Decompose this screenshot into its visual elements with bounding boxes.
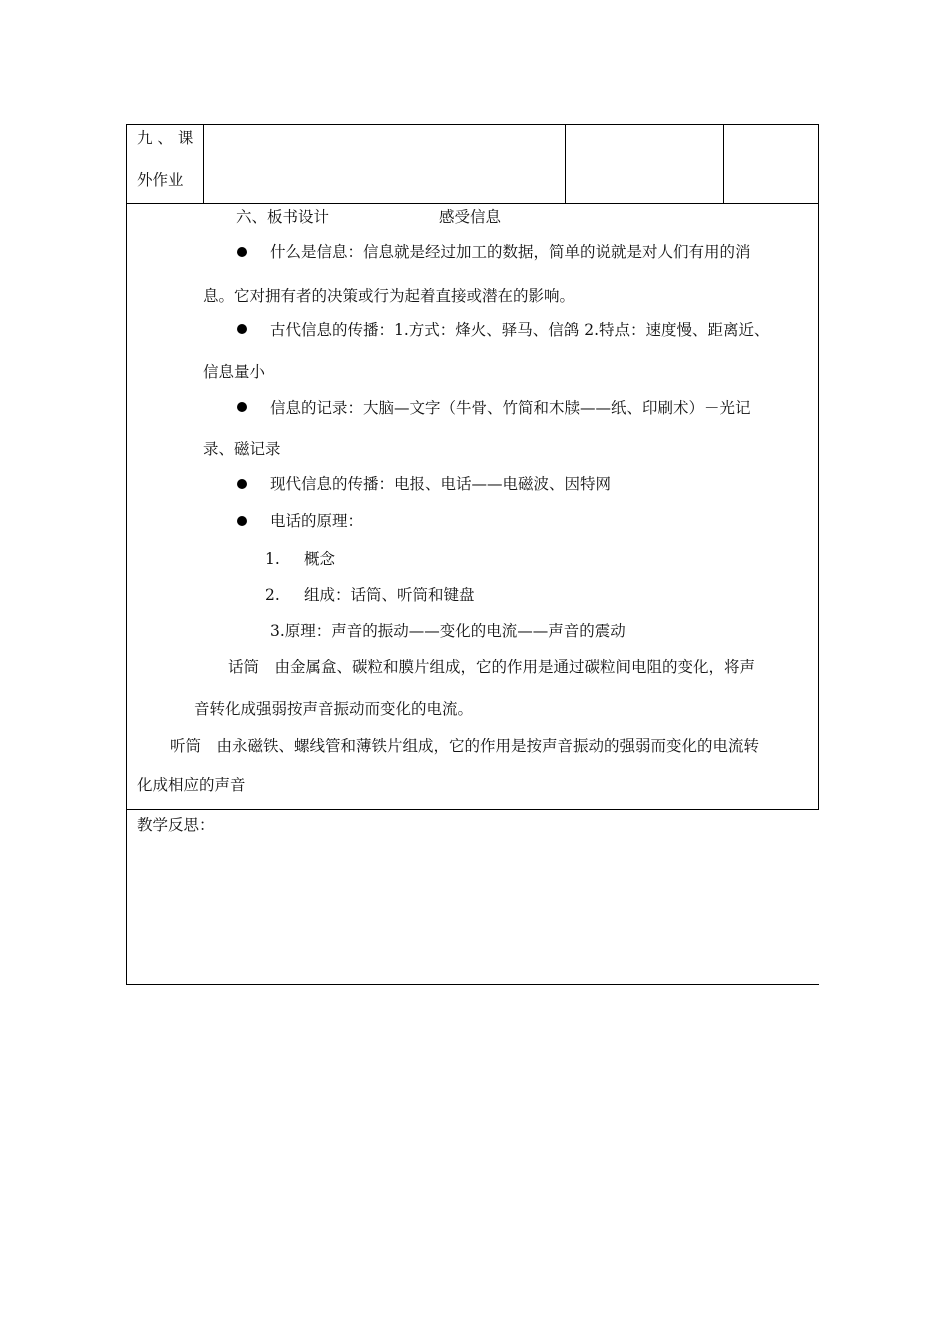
numbered-item-1-text: 概念 (304, 550, 336, 568)
microphone-line2: 音转化成强弱按声音振动而变化的电流。 (194, 700, 474, 718)
homework-col-divider-1 (565, 124, 566, 204)
numbered-item-1-number: 1. (265, 550, 280, 568)
bullet1-line1: 什么是信息：信息就是经过加工的数据，简单的说就是对人们有用的消 (270, 243, 751, 261)
homework-label-line1: 九 、 课 (137, 129, 194, 147)
numbered-item-3: 3.原理：声音的振动——变化的电流——声音的震动 (270, 622, 626, 640)
table-top-border (126, 124, 819, 125)
numbered-item-2-text: 组成：话筒、听筒和键盘 (304, 586, 475, 604)
homework-label-divider (203, 124, 204, 204)
bullet-icon (237, 324, 247, 334)
homework-row-bottom (126, 203, 819, 204)
table-bottom-border (126, 984, 819, 985)
bullet3-line1: 信息的记录：大脑—文字（牛骨、竹简和木牍——纸、印刷术）－光记 (270, 399, 751, 417)
bullet1-line2: 息。它对拥有者的决策或行为起着直接或潜在的影响。 (203, 287, 576, 305)
board-topic: 感受信息 (439, 208, 502, 226)
numbered-item-2-number: 2. (265, 586, 280, 604)
board-row-bottom (126, 809, 819, 810)
bullet-icon (237, 516, 247, 526)
homework-col-divider-2 (723, 124, 724, 204)
homework-label-line2: 外作业 (137, 171, 184, 189)
bullet2-line2: 信息量小 (203, 363, 266, 381)
microphone-line1: 话筒 由金属盒、碳粒和膜片组成，它的作用是通过碳粒间电阻的变化，将声 (228, 658, 756, 676)
bullet3-line2: 录、磁记录 (203, 440, 281, 458)
earpiece-line1: 听筒 由永磁铁、螺线管和薄铁片组成，它的作用是按声音振动的强弱而变化的电流转 (170, 737, 760, 755)
teaching-reflection-label: 教学反思： (137, 816, 215, 834)
bullet-icon (237, 479, 247, 489)
bullet-icon (237, 247, 247, 257)
bullet4: 现代信息的传播：电报、电话——电磁波、因特网 (270, 475, 612, 493)
board-heading: 六、板书设计 (236, 208, 330, 226)
earpiece-line2: 化成相应的声音 (137, 776, 246, 794)
table-right-border (818, 124, 819, 810)
bullet2-line1: 古代信息的传播：1.方式：烽火、驿马、信鸽 2.特点：速度慢、距离近、 (270, 321, 770, 339)
bullet-icon (237, 402, 247, 412)
bullet5: 电话的原理： (270, 512, 364, 530)
table-left-border (126, 124, 127, 985)
